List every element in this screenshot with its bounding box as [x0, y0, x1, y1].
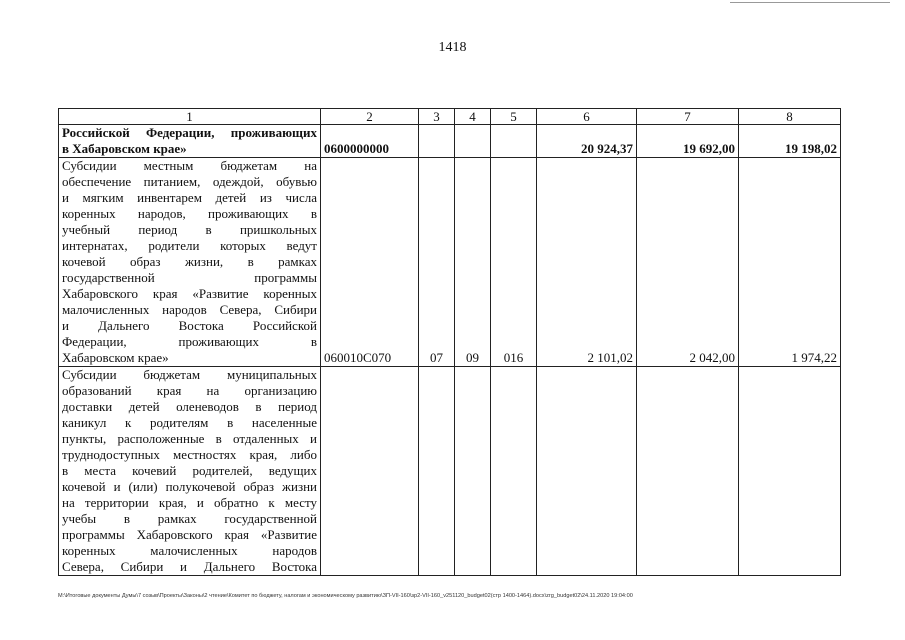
amount-col6: 20 924,37 [537, 125, 637, 158]
amount-col7 [637, 367, 739, 576]
description-line: образований края на организацию [62, 383, 317, 398]
description-line: коренных малочисленных народов [62, 543, 317, 558]
description-line: кочевой и (или) полукочевой образ жизни [62, 479, 317, 494]
top-rule [730, 2, 890, 3]
table-row [59, 367, 841, 576]
amount-col8: 19 198,02 [739, 125, 841, 158]
header-cell: 1 [59, 109, 321, 125]
amount-col6: 2 101,02 [537, 158, 637, 367]
description-line: Российской Федерации, проживающих [62, 125, 317, 140]
expense-type-code [491, 125, 537, 158]
description-line: обеспечение питанием, одеждой, обувью [62, 174, 317, 189]
description-line: коренных народов, проживающих в [62, 206, 317, 221]
page-number: 1418 [438, 40, 467, 55]
row-description [59, 158, 321, 367]
subsection-code: 09 [455, 158, 491, 367]
description-line: учебный период в пришкольных [62, 222, 317, 237]
description-line: Субсидии местным бюджетам на [62, 158, 317, 173]
target-article-code [321, 367, 419, 576]
amount-col6 [537, 367, 637, 576]
description-line: и мягким инвентарем детей из числа [62, 190, 317, 205]
amount-col7: 2 042,00 [637, 158, 739, 367]
description-line: учебы в рамках государственной [62, 511, 317, 526]
header-cell: 6 [537, 109, 637, 125]
description-line: каникул к родителям в населенные [62, 415, 317, 430]
description-line: в места кочевий родителей, ведущих [62, 463, 317, 478]
description-line: Субсидии бюджетам муниципальных [62, 367, 317, 382]
description-line: доставки детей оленеводов в период [62, 399, 317, 414]
file-path-footer: M:\Итоговые документы Думы\7 созыв\Проекты\Законы\2 чтение\Комитет по бюджету, налогам и экономическому развитию\ЗП-VII-160\зр2-VII-160_v251120_budget02(стр 1400-1464).docx\zrg_budget02\24.11.2020 19:04:00 [58, 593, 633, 599]
section-code [419, 125, 455, 158]
amount-col7: 19 692,00 [637, 125, 739, 158]
section-code [419, 367, 455, 576]
target-article-code: 0600000000 [321, 125, 419, 158]
amount-col8: 1 974,22 [739, 158, 841, 367]
description-line: Хабаровском крае» [62, 350, 169, 365]
header-cell: 7 [637, 109, 739, 125]
description-line: Севера, Сибири и Дальнего Востока [62, 559, 317, 574]
description-line: на территории края, и обратно к месту [62, 495, 317, 510]
subsection-code [455, 367, 491, 576]
expense-type-code [491, 367, 537, 576]
budget-table [58, 108, 841, 576]
description-line: кочевой образ жизни, в рамках [62, 254, 317, 269]
description-line: Федерации, проживающих в [62, 334, 317, 349]
header-cell: 2 [321, 109, 419, 125]
table-row [59, 125, 841, 158]
description-line: программы Хабаровского края «Развитие [62, 527, 317, 542]
expense-type-code: 016 [491, 158, 537, 367]
description-line: и Дальнего Востока Российской [62, 318, 317, 333]
header-cell: 4 [455, 109, 491, 125]
section-code: 07 [419, 158, 455, 367]
table-row [59, 158, 841, 367]
description-line: труднодоступных местностях края, либо [62, 447, 317, 462]
header-cell: 5 [491, 109, 537, 125]
row-description [59, 367, 321, 576]
description-line: пункты, расположенные в отдаленных и [62, 431, 317, 446]
target-article-code: 060010С070 [321, 158, 419, 367]
header-cell: 3 [419, 109, 455, 125]
description-line: Хабаровского края «Развитие коренных [62, 286, 317, 301]
header-row [59, 109, 841, 125]
row-description [59, 125, 321, 158]
subsection-code [455, 125, 491, 158]
description-line: государственной программы [62, 270, 317, 285]
description-line: малочисленных народов Севера, Сибири [62, 302, 317, 317]
description-line: интернатах, родители которых ведут [62, 238, 317, 253]
description-line: в Хабаровском крае» [62, 141, 187, 156]
amount-col8 [739, 367, 841, 576]
header-cell: 8 [739, 109, 841, 125]
